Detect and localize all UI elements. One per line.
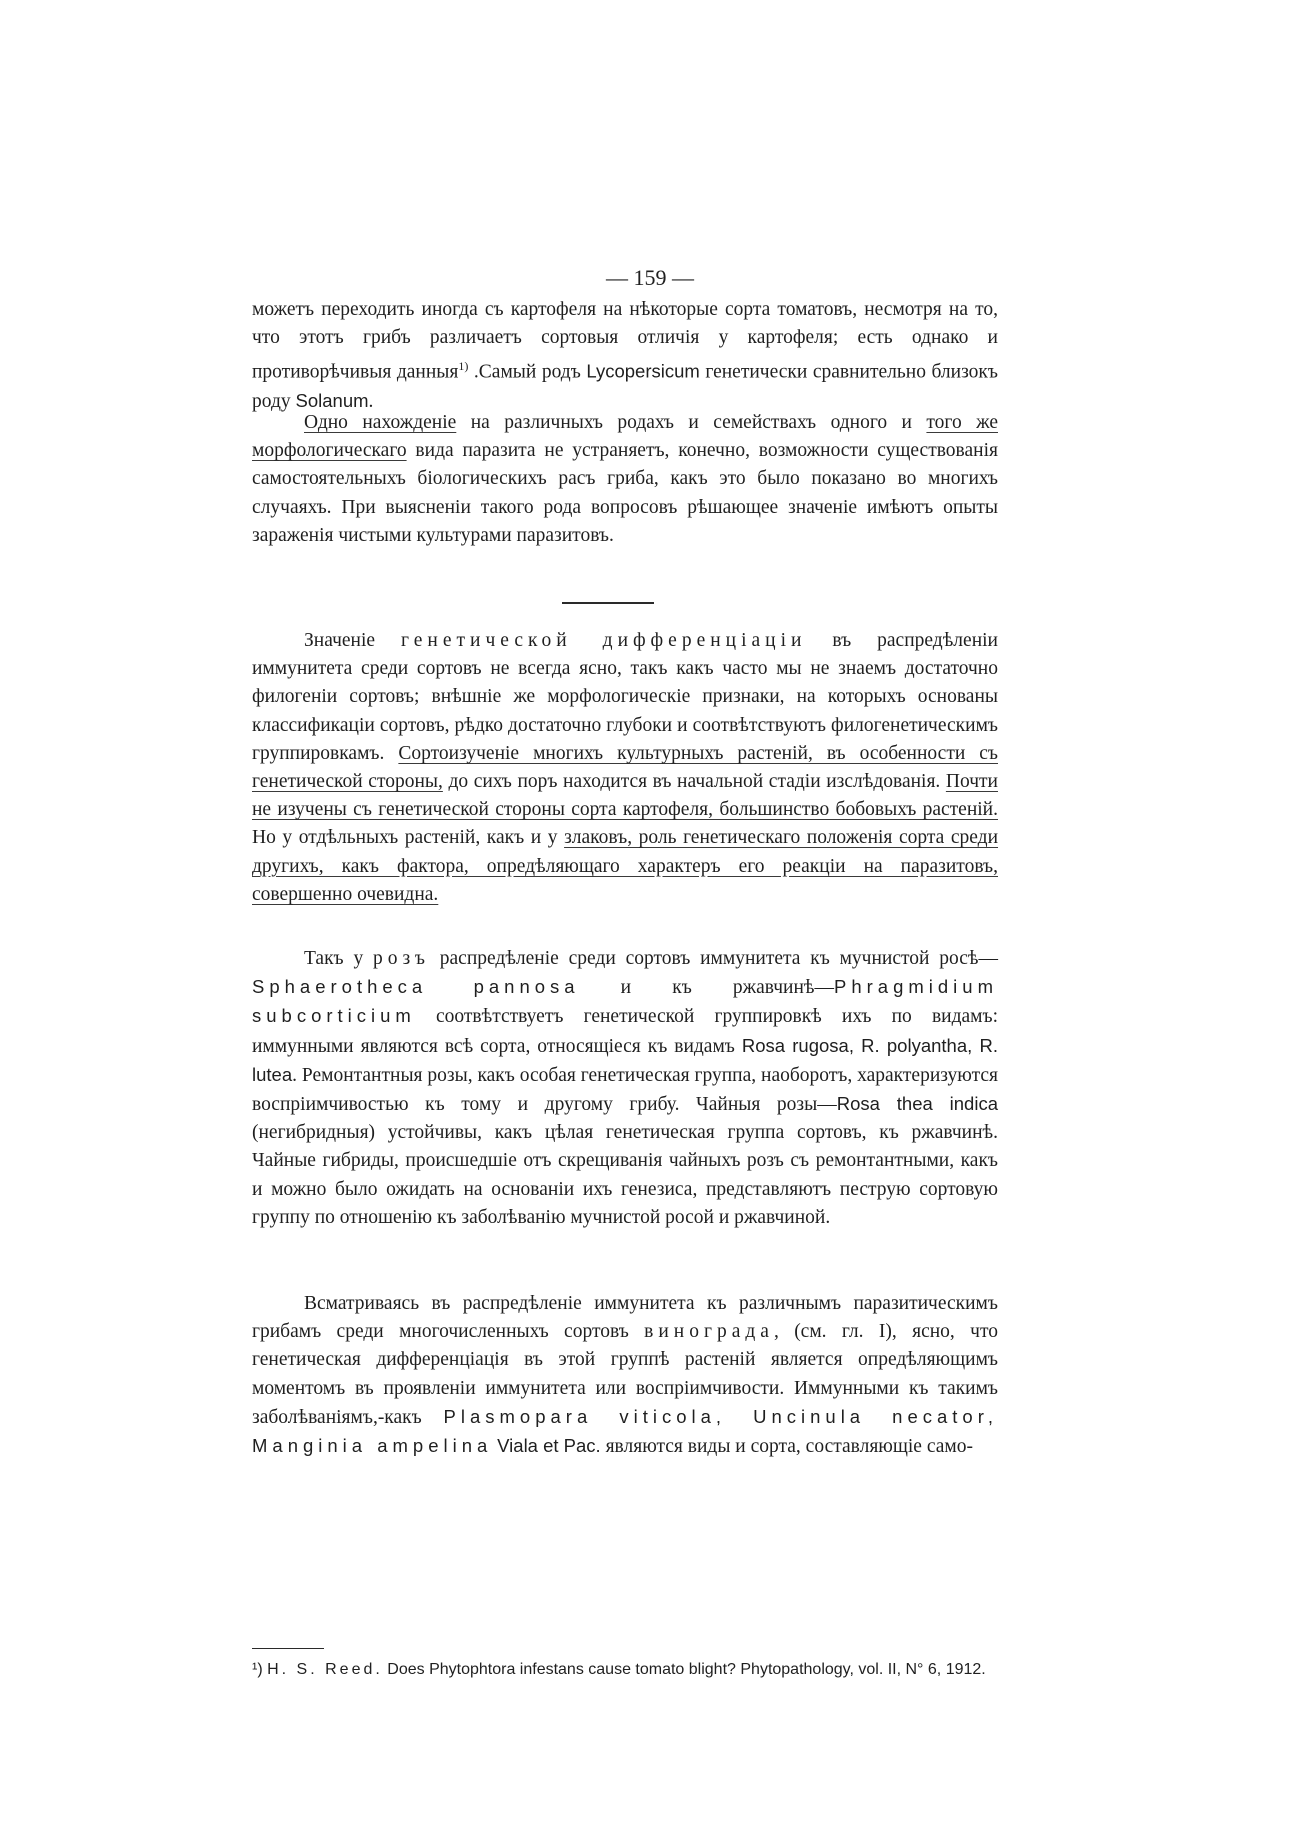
p2-text-b: вида паразита не устраняетъ, конечно, возможности существованія самостоятельныхъ біологическихъ расъ гриба, какъ это было показано во многихъ случаяхъ. При выясненіи такого рода вопросовъ рѣшающее значеніе имѣютъ опыты зараженія чистыми культурами паразитовъ. — [252, 440, 998, 546]
p4-spaced-roses: розъ — [373, 948, 430, 969]
p4-text-e: . Ремонтантныя розы, какъ особая генетическая группа, наоборотъ, характеризуются воспріимчивостью къ тому и другому грибу. Чайныя розы— — [252, 1064, 999, 1116]
footnote-mark: ¹) — [252, 1661, 263, 1678]
p1-text-c: генетически сравнительно близокъ роду — [252, 361, 998, 413]
paragraph-2 — [252, 409, 998, 550]
p1-text-a: можетъ переходить иногда съ картофеля на нѣкоторые сорта томатовъ, несмотря на то, что этотъ грибъ различаетъ сортовыя отличія у картофеля; есть однако и противорѣчивыя данныя — [252, 299, 998, 383]
p3-text-c: до сихъ поръ находится въ начальной стадіи изслѣдованія. — [442, 771, 946, 793]
footnote-author: H. S. Reed. — [267, 1661, 383, 1678]
footnote-rule — [252, 1648, 324, 1649]
p3-underlined-1: Сортоизученіе многихъ культурныхъ растеній, въ особенности съ генетической стороны, — [252, 742, 998, 793]
p4-latin-sphaerotheca: Sphaerotheca pannosa — [252, 976, 580, 998]
p3-text-b: въ распредѣленіи иммунитета среди сортовъ не всегда ясно, такъ какъ часто мы не знаемъ достаточно филогеніи сортовъ; внѣшніе же морфологическіе признаки, на которыхъ основаны классификаціи сортовъ, рѣдко достаточно глубоки и соотвѣтствуютъ филогенетическимъ группировкамъ. — [252, 630, 998, 764]
p3-underlined-3: злаковъ, роль генетическаго положенія сорта среди другихъ, какъ фактора, опредѣляющаго характеръ его реакціи на паразитовъ, совершенно очевидна. — [252, 827, 999, 905]
p3-spaced-term: генетической дифференціаціи — [401, 630, 807, 651]
paragraph-5 — [252, 1290, 998, 1461]
p4-text-f: (негибридныя) устойчивы, какъ цѣлая генетическая группа сортовъ, къ ржавчинѣ. Чайные гибриды, происшедшіе отъ скрещиванія чайныхъ розъ съ ремонтантными, какъ и можно было ожидать на основаніи ихъ генезиса, представляютъ пеструю сортовую группу по отношенію къ заболѣванію мучнистой росой и ржавчиной. — [252, 1122, 998, 1228]
p5-text-d: являются виды и сорта, составляющіе само- — [600, 1436, 973, 1458]
p4-text-a: Такъ у — [304, 948, 373, 969]
p4-latin-phragmidium: Phragmidium subcorticium — [252, 976, 998, 1027]
p5-latin-fungi: Plasmopara viticola, Uncinula necator, Manginia ampelina — [252, 1405, 998, 1457]
p2-text-a: на различныхъ родахъ и семействахъ одного и — [456, 412, 927, 433]
p3-underlined-2: Почти не изучены съ генетической стороны сорта картофеля, большинство бобовыхъ растеній. — [252, 771, 998, 821]
paragraph-3 — [252, 627, 998, 909]
p2-underlined-1: Одно нахожденіе — [304, 412, 457, 433]
page-number: — 159 — — [606, 265, 694, 290]
p5-text-b: , (см. гл. I), ясно, что генетическая дифференціація въ этой группѣ растеній является опредѣляющимъ моментомъ въ проявленіи иммунитета или воспріимчивости. Иммунными къ такимъ заболѣваніямъ,-какъ — [252, 1321, 998, 1428]
footnote-text: Does Phytophtora infestans cause tomato blight? Phytopathology, vol. II, N° 6, 1912. — [387, 1661, 986, 1678]
p4-text-c: и къ ржавчинѣ— — [579, 977, 834, 999]
p3-text-d: Но у отдѣльныхъ растеній, какъ и у — [252, 827, 565, 849]
p1-text-b: .Самый родъ — [468, 361, 587, 383]
p1-text-d: . — [368, 391, 374, 413]
footnote — [252, 1658, 998, 1682]
p5-text-a: Всматриваясь въ распредѣленіе иммунитета къ различнымъ паразитическимъ грибамъ среди многочисленныхъ сортовъ — [252, 1293, 998, 1343]
p5-latin-authority: Viala et Pac. — [497, 1435, 601, 1457]
p3-text-a: Значеніе — [304, 630, 401, 651]
p1-latin-genus-2: Solanum — [295, 390, 369, 412]
p4-text-d: соотвѣтствуетъ генетической группировкѣ ихъ по видамъ: иммунными являются всѣ сорта, относящіеся къ видамъ — [252, 1006, 998, 1057]
footnote-ref: 1) — [458, 359, 469, 374]
paragraph-1 — [252, 296, 998, 416]
p1-latin-genus-1: Lycopersicum — [586, 360, 700, 382]
paragraph-4 — [252, 945, 998, 1232]
p4-latin-rosa-thea: Rosa thea indica — [836, 1093, 998, 1115]
p5-spaced-grape: винограда — [644, 1321, 774, 1343]
section-separator — [562, 602, 654, 604]
p4-text-b: распредѣленіе среди сортовъ иммунитета къ мучнистой росѣ— — [429, 948, 998, 969]
p2-underlined-2: того же морфологическаго — [252, 412, 998, 462]
p4-latin-rosa-species: Rosa rugosa, R. polyantha, R. lutea — [252, 1034, 998, 1085]
